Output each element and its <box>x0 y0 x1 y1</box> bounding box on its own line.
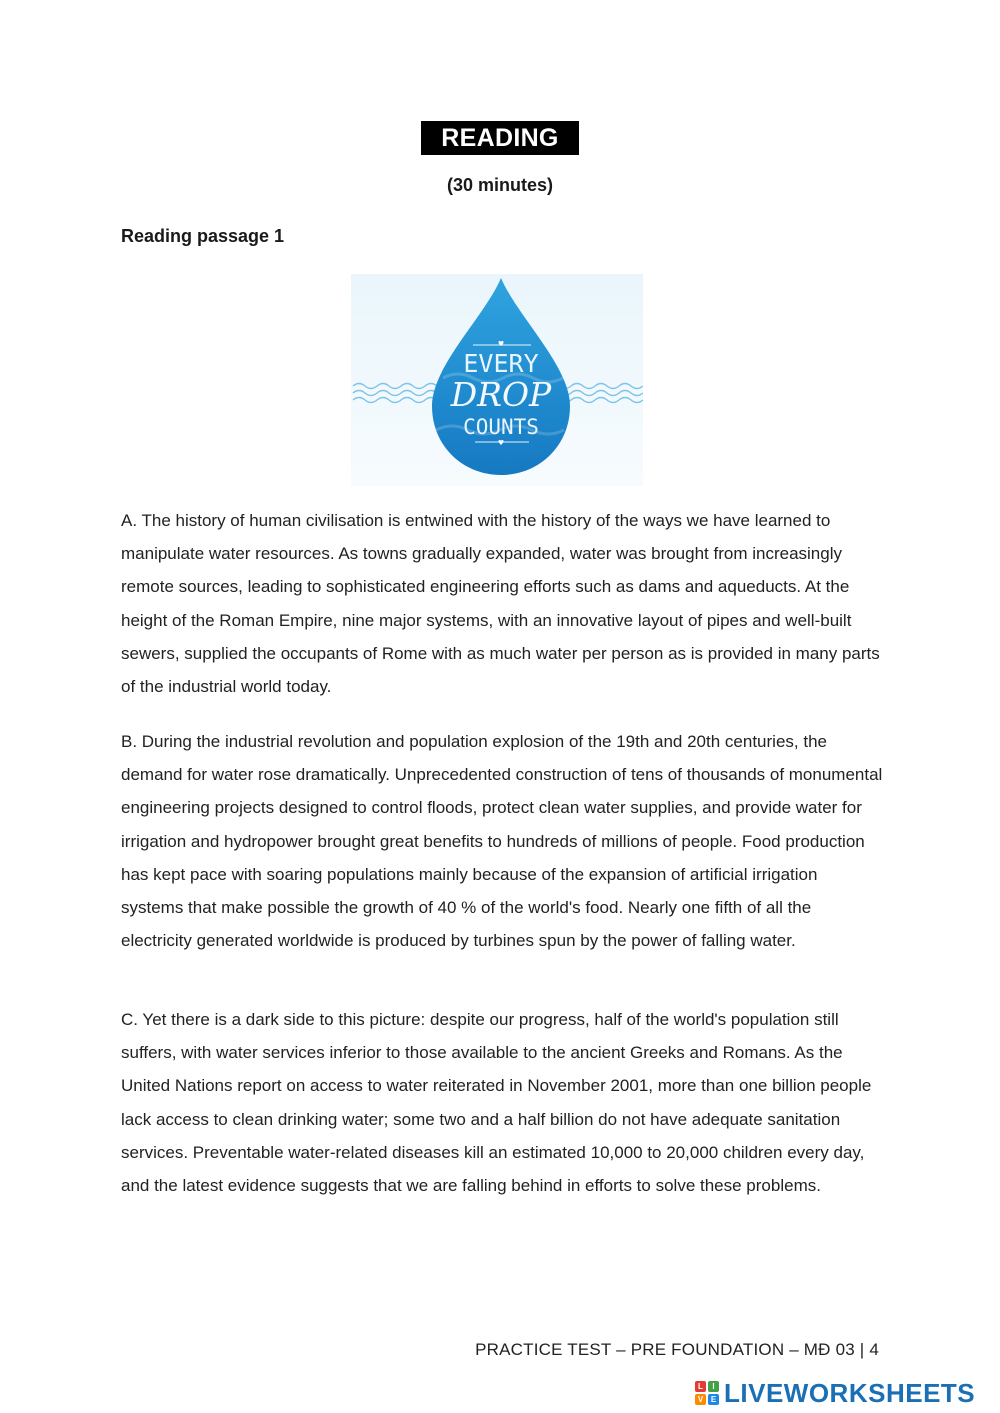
liveworksheets-logo[interactable] <box>695 1380 975 1406</box>
paragraph-c: C. Yet there is a dark side to this picture: despite our progress, half of the world's population still suffers, with water services inferior to those available to the ancient Greeks and Romans. As the United Nations report on access to water reiterated in November 2001, more than one billion people lack access to clean drinking water; some two and a half billion do not have adequate sanitation services. Preventable water-related diseases kill an estimated 10,000 to 20,000 children every day, and the latest evidence suggests that we are falling behind in efforts to solve these problems. <box>121 1010 872 1196</box>
drop-text-line-1: EVERY <box>463 349 539 378</box>
logo-letter-v: V <box>695 1394 706 1405</box>
page-title: READING <box>421 121 578 155</box>
page-footer: PRACTICE TEST – PRE FOUNDATION – MĐ 03 | 4 <box>475 1340 879 1359</box>
logo-grid-icon <box>695 1381 719 1405</box>
logo-letter-e: E <box>708 1394 719 1405</box>
logo-letter-l: L <box>695 1381 706 1392</box>
every-drop-counts-image <box>351 274 643 486</box>
duration-label: (30 minutes) <box>446 175 554 195</box>
paragraph-b: B. During the industrial revolution and population explosion of the 19th and 20th centuries, the demand for water rose dramatically. Unprecedented construction of tens of thousands of monumental engineering projects designed to control floods, protect clean water supplies, and provide water for irrigation and hydropower brought great benefits to hundreds of millions of people. Food production has kept pace with soaring populations mainly because of the expansion of artificial irrigation systems that make possible the growth of 40 % of the world's food. Nearly one fifth of all the electricity generated worldwide is produced by turbines spun by the power of falling water. <box>121 732 883 951</box>
svg-text:♥: ♥ <box>497 340 505 348</box>
paragraph-a: A. The history of human civilisation is entwined with the history of the ways we have learned to manipulate water resources. As towns gradually expanded, water was brought from increasingly remote sources, leading to sophisticated engineering efforts such as dams and aqueducts. At the height of the Roman Empire, nine major systems, with an innovative layout of pipes and well-built sewers, supplied the occupants of Rome with as much water per person as is provided in many parts of the industrial world today. <box>121 511 880 697</box>
drop-text-line-3: COUNTS <box>463 415 539 439</box>
logo-wordmark: LIVEWORKSHEETS <box>724 1378 976 1408</box>
logo-letter-i: I <box>708 1381 719 1392</box>
passage-heading: Reading passage 1 <box>121 226 285 246</box>
svg-text:♥: ♥ <box>497 439 505 447</box>
title-container <box>0 121 1000 155</box>
drop-text-line-2: DROP <box>450 375 552 414</box>
